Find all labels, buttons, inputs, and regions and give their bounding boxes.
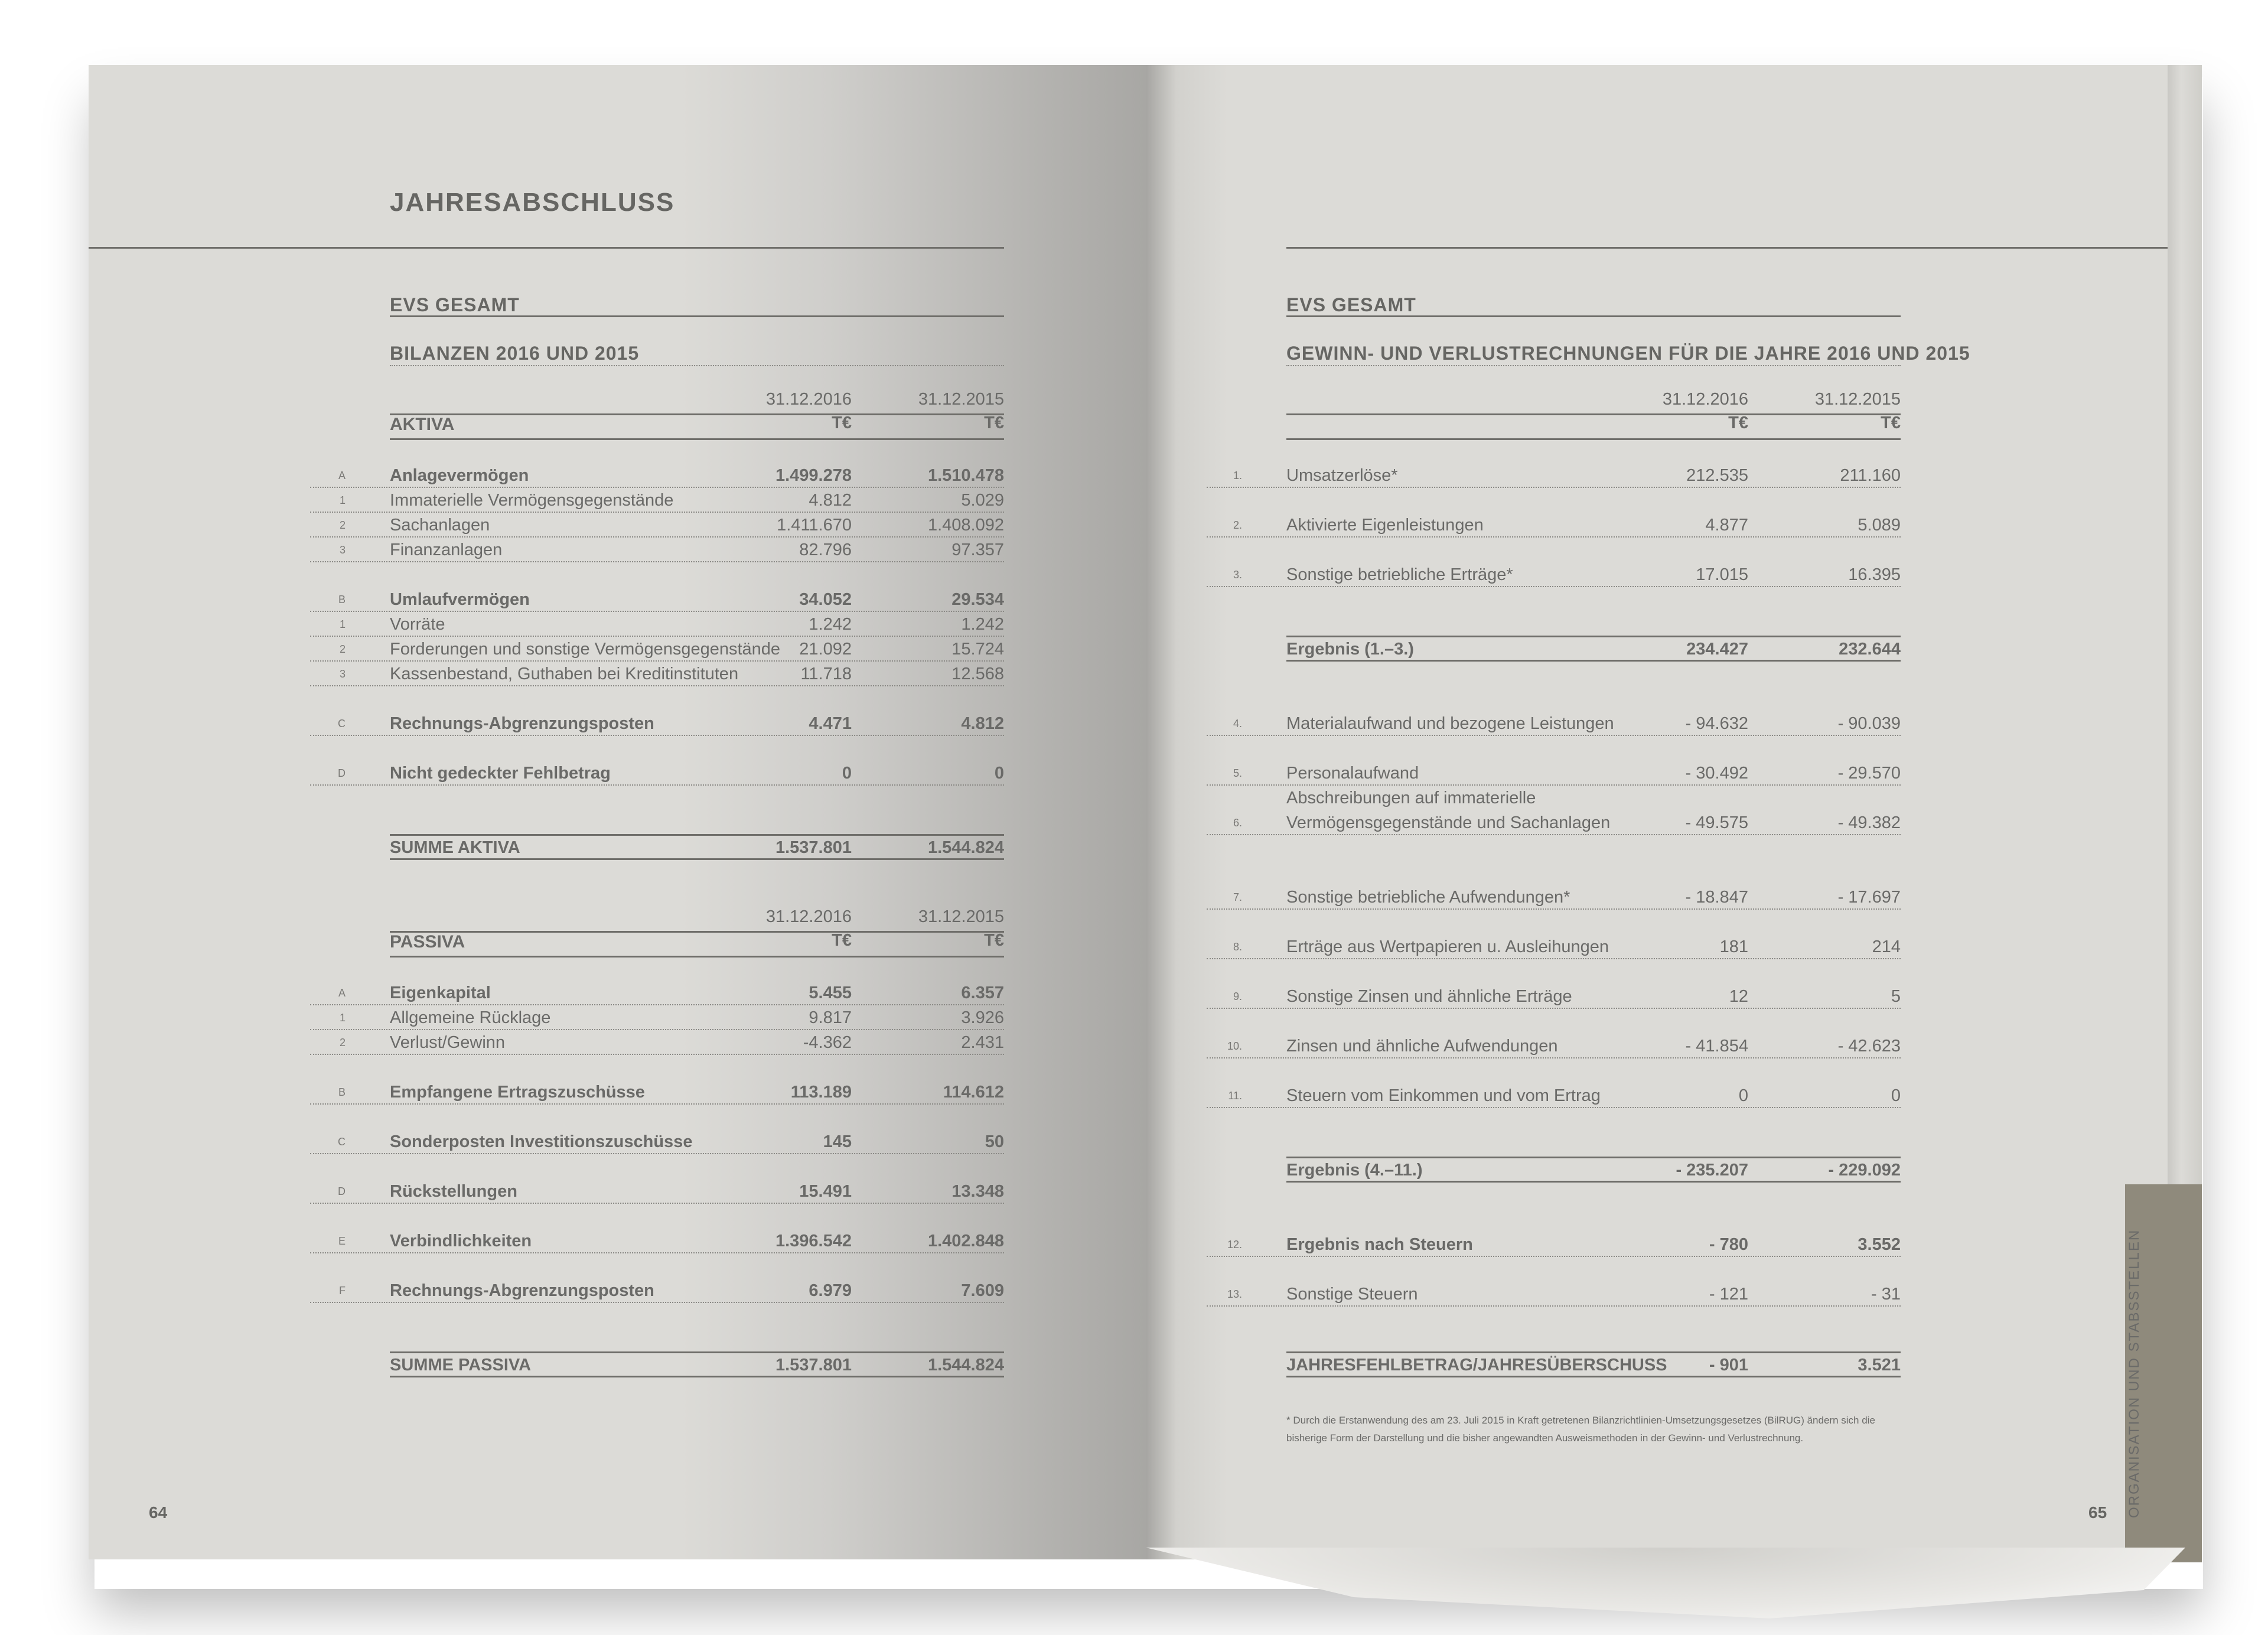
row-label: Umlaufvermögen bbox=[390, 590, 530, 609]
row-number: D bbox=[338, 1185, 346, 1197]
value-2016: 4.812 bbox=[809, 491, 852, 510]
table-row bbox=[1207, 513, 1901, 538]
passiva-heading: PASSIVA bbox=[390, 932, 465, 952]
date-col-2016: 31.12.2016 bbox=[1662, 390, 1748, 409]
row-number: 12. bbox=[1227, 1239, 1242, 1250]
value-2015: - 31 bbox=[1871, 1285, 1901, 1304]
row-label: Verlust/Gewinn bbox=[390, 1033, 506, 1052]
table-row bbox=[1207, 1353, 1901, 1377]
value-2016: 0 bbox=[842, 764, 852, 783]
unit-col-2016: T€ bbox=[1728, 413, 1748, 432]
value-2015: 13.348 bbox=[951, 1182, 1004, 1201]
row-label: Kassenbestand, Guthaben bei Kreditinstituten bbox=[390, 665, 739, 683]
row-label: Zinsen und ähnliche Aufwendungen bbox=[1286, 1037, 1558, 1056]
total-top-rule bbox=[1286, 1157, 1901, 1158]
row-rule bbox=[310, 1054, 1004, 1055]
value-2016: 12 bbox=[1729, 987, 1748, 1006]
row-label: Finanzanlagen bbox=[390, 540, 503, 559]
row-label: Allgemeine Rücklage bbox=[390, 1008, 551, 1027]
row-number: 13. bbox=[1227, 1288, 1242, 1300]
footnote: * Durch die Erstanwendung des am 23. Juli 2015 in Kraft getretenen Bilanzrichtlinien-Umsetzungsgesetzes (BilRUG) ändern sich die bisherige Form der Darstellung und die bisher angewandten Ausweismethoden in der Gewinn- und Verlustrechnung. bbox=[1286, 1415, 1875, 1444]
row-label: Ergebnis (4.–11.) bbox=[1286, 1161, 1423, 1180]
row-rule bbox=[310, 1252, 1004, 1253]
value-2015: 114.612 bbox=[943, 1083, 1004, 1102]
value-2015: 1.402.848 bbox=[927, 1232, 1004, 1250]
left-page bbox=[89, 65, 1146, 1559]
unit-col-2016: T€ bbox=[832, 413, 852, 432]
value-2016: - 235.207 bbox=[1676, 1161, 1748, 1180]
row-rule bbox=[1207, 586, 1901, 587]
value-2016: 4.471 bbox=[809, 714, 852, 733]
right-subtitle: GEWINN- UND VERLUSTRECHNUNGEN FÜR DIE JAHRE 2016 UND 2015 bbox=[1286, 343, 1970, 364]
row-number: A bbox=[338, 470, 346, 481]
row-rule bbox=[1207, 1256, 1901, 1257]
row-rule bbox=[1207, 1107, 1901, 1108]
table-row bbox=[310, 1030, 1004, 1055]
unit-col-2015: T€ bbox=[1881, 413, 1901, 432]
value-2016: 5.455 bbox=[809, 983, 852, 1002]
rule bbox=[390, 413, 1004, 415]
table-row bbox=[1207, 1158, 1901, 1183]
row-label: SUMME PASSIVA bbox=[390, 1356, 532, 1375]
row-number: 4. bbox=[1233, 718, 1242, 729]
right-org-heading: EVS GESAMT bbox=[1286, 294, 1416, 315]
value-2016: 1.411.670 bbox=[777, 516, 852, 535]
table-row bbox=[310, 662, 1004, 686]
row-number: 2 bbox=[339, 1037, 346, 1048]
value-2016: 11.718 bbox=[800, 665, 852, 683]
value-2015: 7.609 bbox=[961, 1281, 1004, 1300]
unit-col-2016: T€ bbox=[832, 931, 852, 950]
rule bbox=[1286, 365, 1901, 366]
row-label: Sonstige Zinsen und ähnliche Erträge bbox=[1286, 987, 1572, 1006]
row-label: Abschreibungen auf immaterielle bbox=[1286, 789, 1536, 807]
date-col-2016: 31.12.2016 bbox=[765, 907, 852, 926]
row-rule bbox=[310, 784, 1004, 786]
value-2016: 1.499.278 bbox=[775, 466, 852, 485]
table-row bbox=[310, 711, 1004, 736]
value-2015: 1.544.824 bbox=[927, 1356, 1004, 1375]
value-2015: 3.552 bbox=[1858, 1235, 1901, 1254]
unit-col-2015: T€ bbox=[984, 931, 1004, 950]
row-label: JAHRESFEHLBETRAG/JAHRESÜBERSCHUSS bbox=[1286, 1356, 1667, 1375]
row-label: Anlagevermögen bbox=[390, 466, 529, 485]
unit-col-2015: T€ bbox=[984, 413, 1004, 432]
value-2016: 4.877 bbox=[1705, 516, 1748, 535]
value-2016: 15.491 bbox=[799, 1182, 852, 1201]
row-number: C bbox=[338, 718, 346, 729]
value-2015: 0 bbox=[994, 764, 1004, 783]
row-rule bbox=[1286, 1376, 1901, 1377]
row-label-continued: Vermögensgegenstände und Sachanlagen bbox=[1286, 813, 1611, 832]
aktiva-heading: AKTIVA bbox=[390, 415, 455, 434]
table-row bbox=[310, 1229, 1004, 1253]
value-2016: 113.189 bbox=[790, 1083, 852, 1102]
row-label: Sonstige Steuern bbox=[1286, 1285, 1418, 1304]
row-rule bbox=[1207, 1057, 1901, 1058]
row-rule bbox=[1207, 834, 1901, 835]
rule bbox=[390, 956, 1004, 957]
row-number: 1. bbox=[1233, 470, 1242, 481]
table-row bbox=[310, 1005, 1004, 1030]
value-2015: 1.510.478 bbox=[927, 466, 1004, 485]
row-rule bbox=[1207, 1305, 1901, 1307]
rule bbox=[1286, 438, 1901, 440]
table-row bbox=[310, 1129, 1004, 1154]
value-2015: 16.395 bbox=[1848, 565, 1901, 584]
value-2016: - 30.492 bbox=[1685, 764, 1748, 783]
row-label: Vorräte bbox=[390, 615, 445, 634]
row-label: Verbindlichkeiten bbox=[390, 1232, 532, 1250]
row-number: 10. bbox=[1227, 1040, 1242, 1052]
page-title: JAHRESABSCHLUSS bbox=[390, 188, 675, 217]
value-2016: 1.396.542 bbox=[775, 1232, 852, 1250]
value-2016: 1.242 bbox=[809, 615, 852, 634]
left-org-heading: EVS GESAMT bbox=[390, 294, 520, 315]
value-2015: - 17.697 bbox=[1837, 888, 1901, 907]
row-rule bbox=[1207, 536, 1901, 538]
value-2016: - 18.847 bbox=[1685, 888, 1748, 907]
value-2015: 6.357 bbox=[961, 983, 1004, 1002]
row-number: 2 bbox=[339, 643, 346, 655]
date-col-2016: 31.12.2016 bbox=[765, 390, 852, 409]
row-number: F bbox=[339, 1285, 346, 1297]
row-number: D bbox=[338, 767, 346, 779]
table-row bbox=[1207, 786, 1901, 835]
row-label: Sonstige betriebliche Erträge* bbox=[1286, 565, 1513, 584]
value-2015: 97.357 bbox=[951, 540, 1004, 559]
value-2015: 15.724 bbox=[951, 640, 1004, 659]
value-2015: 3.521 bbox=[1858, 1356, 1901, 1375]
table-row bbox=[310, 1179, 1004, 1204]
rule bbox=[1286, 413, 1901, 415]
row-number: 2. bbox=[1233, 519, 1242, 531]
table-row bbox=[1207, 711, 1901, 736]
row-number: 8. bbox=[1233, 941, 1242, 953]
side-section-label: ORGANISATION UND STABSSTELLEN bbox=[2126, 1229, 2142, 1518]
value-2016: - 49.575 bbox=[1685, 813, 1748, 832]
row-number: 3 bbox=[339, 668, 346, 680]
value-2016: 1.537.801 bbox=[775, 1356, 852, 1375]
title-rule-right bbox=[1286, 247, 2168, 249]
row-label: Umsatzerlöse* bbox=[1286, 466, 1398, 485]
value-2015: 1.242 bbox=[961, 615, 1004, 634]
row-rule bbox=[1207, 487, 1901, 488]
row-rule bbox=[310, 735, 1004, 736]
rule bbox=[390, 438, 1004, 440]
table-row bbox=[310, 1278, 1004, 1303]
value-2016: 6.979 bbox=[809, 1281, 852, 1300]
value-2015: 0 bbox=[1891, 1086, 1901, 1105]
row-rule bbox=[390, 1376, 1004, 1377]
table-row bbox=[310, 513, 1004, 538]
row-number: E bbox=[338, 1235, 346, 1247]
table-row bbox=[310, 538, 1004, 562]
date-col-2015: 31.12.2015 bbox=[1814, 390, 1901, 409]
table-row bbox=[310, 587, 1004, 612]
table-row bbox=[1207, 562, 1901, 587]
value-2015: 29.534 bbox=[951, 590, 1004, 609]
row-label: Sonstige betriebliche Aufwendungen* bbox=[1286, 888, 1570, 907]
table-row bbox=[1207, 885, 1901, 910]
row-number: 5. bbox=[1233, 767, 1242, 779]
value-2015: 1.544.824 bbox=[927, 838, 1004, 857]
row-label: Ergebnis nach Steuern bbox=[1286, 1235, 1473, 1254]
date-col-2015: 31.12.2015 bbox=[918, 390, 1004, 409]
value-2015: 50 bbox=[985, 1132, 1004, 1151]
value-2016: - 94.632 bbox=[1685, 714, 1748, 733]
value-2016: 34.052 bbox=[799, 590, 852, 609]
table-row bbox=[1207, 984, 1901, 1009]
table-row bbox=[1207, 1232, 1901, 1257]
row-label: Rückstellungen bbox=[390, 1182, 517, 1201]
value-2015: 4.812 bbox=[961, 714, 1004, 733]
value-2015: 5.089 bbox=[1858, 516, 1901, 535]
table-row bbox=[1207, 1034, 1901, 1058]
row-rule bbox=[310, 685, 1004, 686]
value-2015: 1.408.092 bbox=[927, 516, 1004, 535]
value-2016: - 121 bbox=[1709, 1285, 1748, 1304]
table-row bbox=[310, 463, 1004, 488]
table-row bbox=[1207, 637, 1901, 662]
row-rule bbox=[1207, 735, 1901, 736]
value-2015: 5.029 bbox=[961, 491, 1004, 510]
table-row bbox=[310, 1353, 1004, 1377]
row-label: Sachanlagen bbox=[390, 516, 490, 535]
row-label: Erträge aus Wertpapieren u. Ausleihungen bbox=[1286, 937, 1609, 956]
row-number: 11. bbox=[1228, 1090, 1242, 1102]
row-rule bbox=[310, 561, 1004, 562]
row-label: Eigenkapital bbox=[390, 983, 491, 1002]
total-top-rule bbox=[390, 834, 1004, 836]
row-label: Forderungen und sonstige Vermögensgegenstände bbox=[390, 640, 781, 659]
table-row bbox=[1207, 463, 1901, 488]
rule bbox=[390, 365, 1004, 366]
value-2016: - 41.854 bbox=[1685, 1037, 1748, 1056]
rule bbox=[390, 931, 1004, 933]
value-2015: - 90.039 bbox=[1837, 714, 1901, 733]
row-number: B bbox=[338, 1086, 346, 1098]
value-2016: 1.537.801 bbox=[775, 838, 852, 857]
value-2016: 145 bbox=[823, 1132, 852, 1151]
row-number: 1 bbox=[339, 618, 346, 630]
row-rule bbox=[1286, 660, 1901, 662]
row-number: 6. bbox=[1233, 817, 1242, 829]
value-2015: 5 bbox=[1891, 987, 1901, 1006]
value-2015: 12.568 bbox=[951, 665, 1004, 683]
row-number: A bbox=[338, 987, 346, 999]
row-label: Nicht gedeckter Fehlbetrag bbox=[390, 764, 611, 783]
table-row bbox=[310, 761, 1004, 786]
value-2016: 234.427 bbox=[1686, 640, 1748, 659]
row-number: C bbox=[338, 1136, 346, 1148]
value-2015: - 229.092 bbox=[1828, 1161, 1901, 1180]
row-number: B bbox=[338, 594, 346, 605]
page-curl bbox=[1146, 1548, 2185, 1618]
value-2015: - 49.382 bbox=[1837, 813, 1901, 832]
value-2016: - 901 bbox=[1709, 1356, 1748, 1375]
date-col-2015: 31.12.2015 bbox=[918, 907, 1004, 926]
row-number: 3. bbox=[1233, 569, 1242, 581]
rule bbox=[1286, 315, 1901, 317]
value-2016: - 780 bbox=[1709, 1235, 1748, 1254]
row-number: 9. bbox=[1233, 991, 1242, 1002]
row-rule bbox=[310, 1153, 1004, 1154]
row-label: Steuern vom Einkommen und vom Ertrag bbox=[1286, 1086, 1601, 1105]
row-label: Sonderposten Investitionszuschüsse bbox=[390, 1132, 693, 1151]
row-label: Personalaufwand bbox=[1286, 764, 1419, 783]
row-label: Ergebnis (1.–3.) bbox=[1286, 640, 1414, 659]
table-row bbox=[310, 488, 1004, 513]
title-rule bbox=[89, 247, 1004, 249]
row-number: 1 bbox=[339, 494, 346, 506]
value-2016: 21.092 bbox=[799, 640, 852, 659]
table-row bbox=[310, 1080, 1004, 1105]
row-rule bbox=[1207, 958, 1901, 959]
value-2015: - 42.623 bbox=[1837, 1037, 1901, 1056]
row-label: Aktivierte Eigenleistungen bbox=[1286, 516, 1484, 535]
row-rule bbox=[310, 1103, 1004, 1105]
value-2016: 82.796 bbox=[799, 540, 852, 559]
row-number: 3 bbox=[339, 544, 346, 556]
row-rule bbox=[1207, 1008, 1901, 1009]
table-row bbox=[1207, 1083, 1901, 1108]
table-row bbox=[1207, 934, 1901, 959]
page-number-left: 64 bbox=[149, 1503, 168, 1522]
row-number: 7. bbox=[1233, 891, 1242, 903]
total-top-rule bbox=[390, 1351, 1004, 1353]
table-row bbox=[1207, 1282, 1901, 1307]
value-2016: 0 bbox=[1738, 1086, 1748, 1105]
row-rule bbox=[390, 858, 1004, 860]
left-subtitle: BILANZEN 2016 UND 2015 bbox=[390, 343, 640, 364]
total-top-rule bbox=[1286, 636, 1901, 637]
value-2015: 232.644 bbox=[1839, 640, 1901, 659]
row-rule bbox=[1286, 1181, 1901, 1183]
table-row bbox=[1207, 761, 1901, 786]
table-row bbox=[310, 981, 1004, 1005]
value-2016: 212.535 bbox=[1686, 466, 1748, 485]
row-label: Rechnungs-Abgrenzungsposten bbox=[390, 1281, 654, 1300]
table-row bbox=[310, 835, 1004, 860]
table-row bbox=[310, 637, 1004, 662]
value-2016: 181 bbox=[1719, 937, 1748, 956]
page-number-right: 65 bbox=[2088, 1503, 2107, 1522]
row-number: 2 bbox=[339, 519, 346, 531]
value-2015: 3.926 bbox=[961, 1008, 1004, 1027]
total-top-rule bbox=[1286, 1351, 1901, 1353]
row-number: 1 bbox=[339, 1012, 346, 1024]
value-2016: 17.015 bbox=[1696, 565, 1748, 584]
value-2016: -4.362 bbox=[803, 1033, 852, 1052]
rule bbox=[390, 315, 1004, 317]
row-label: Rechnungs-Abgrenzungsposten bbox=[390, 714, 654, 733]
value-2015: 211.160 bbox=[1840, 466, 1901, 485]
row-label: Materialaufwand und bezogene Leistungen bbox=[1286, 714, 1614, 733]
row-label: Immaterielle Vermögensgegenstände bbox=[390, 491, 674, 510]
value-2015: - 29.570 bbox=[1837, 764, 1901, 783]
value-2016: 9.817 bbox=[809, 1008, 852, 1027]
value-2015: 2.431 bbox=[961, 1033, 1004, 1052]
row-rule bbox=[310, 1302, 1004, 1303]
row-rule bbox=[310, 1203, 1004, 1204]
row-label: Empfangene Ertragszuschüsse bbox=[390, 1083, 645, 1102]
row-rule bbox=[1207, 908, 1901, 910]
table-row bbox=[310, 612, 1004, 637]
value-2015: 214 bbox=[1872, 937, 1901, 956]
row-label: SUMME AKTIVA bbox=[390, 838, 520, 857]
